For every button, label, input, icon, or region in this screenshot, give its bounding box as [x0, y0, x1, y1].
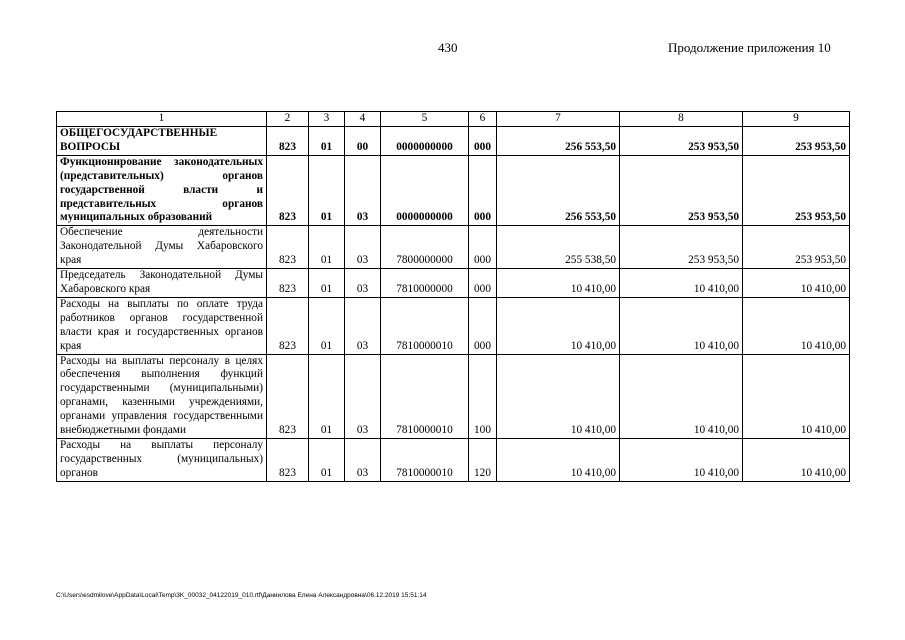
table-row [57, 438, 850, 481]
amount-year1-cell: 10 410,00 [497, 354, 620, 438]
amount-year2-cell: 10 410,00 [620, 297, 743, 354]
section-code-cell: 01 [309, 297, 345, 354]
amount-year3-cell: 10 410,00 [743, 297, 850, 354]
column-number: 8 [620, 112, 743, 127]
table-row [57, 226, 850, 269]
ministry-code-cell: 823 [267, 354, 309, 438]
ministry-code-cell: 823 [267, 226, 309, 269]
column-number: 2 [267, 112, 309, 127]
section-code-cell: 01 [309, 127, 345, 156]
expense-type-cell: 000 [469, 269, 497, 298]
row-name-cell: ОБЩЕГОСУДАРСТВЕННЫЕ ВОПРОСЫ [57, 127, 267, 156]
section-code-cell: 01 [309, 155, 345, 226]
subsection-code-cell: 03 [345, 354, 381, 438]
amount-year1-cell: 10 410,00 [497, 438, 620, 481]
subsection-code-cell: 03 [345, 438, 381, 481]
row-name-cell: Расходы на выплаты по оплате труда работников органов государственной власти края и государственных органов края [57, 297, 267, 354]
amount-year2-cell: 253 953,50 [620, 127, 743, 156]
amount-year3-cell: 253 953,50 [743, 127, 850, 156]
table-row [57, 127, 850, 156]
target-article-cell: 7810000010 [381, 354, 469, 438]
amount-year3-cell: 253 953,50 [743, 155, 850, 226]
section-code-cell: 01 [309, 269, 345, 298]
amount-year2-cell: 10 410,00 [620, 354, 743, 438]
expense-type-cell: 000 [469, 226, 497, 269]
amount-year1-cell: 256 553,50 [497, 127, 620, 156]
expense-type-cell: 100 [469, 354, 497, 438]
target-article-cell: 7810000000 [381, 269, 469, 298]
expense-type-cell: 120 [469, 438, 497, 481]
subsection-code-cell: 03 [345, 297, 381, 354]
row-name-cell: Расходы на выплаты персоналу в целях обеспечения выполнения функций государственными (муниципальными) органами, казенными учреждениями, органами управления государственными внебюджетными фондами [57, 354, 267, 438]
row-name-cell: Функционирование законодательных (представительных) органов государственной власти и представительных органов муниципальных образований [57, 155, 267, 226]
row-name-cell: Расходы на выплаты персоналу государственных (муниципальных) органов [57, 438, 267, 481]
subsection-code-cell: 03 [345, 269, 381, 298]
amount-year2-cell: 10 410,00 [620, 269, 743, 298]
amount-year1-cell: 10 410,00 [497, 269, 620, 298]
column-number: 5 [381, 112, 469, 127]
column-number-row [57, 112, 850, 127]
file-path-footer: C:\Users\esdmilove\AppData\Local\Temp\3K_00032_04122019_010.rtf\Даниилова Елена Александровна\06.12.2019 15:51:14 [56, 592, 427, 599]
target-article-cell: 7810000010 [381, 297, 469, 354]
row-name-cell: Обеспечение деятельности Законодательной Думы Хабаровского края [57, 226, 267, 269]
amount-year3-cell: 10 410,00 [743, 438, 850, 481]
column-number: 4 [345, 112, 381, 127]
amount-year1-cell: 10 410,00 [497, 297, 620, 354]
section-code-cell: 01 [309, 354, 345, 438]
target-article-cell: 0000000000 [381, 155, 469, 226]
ministry-code-cell: 823 [267, 155, 309, 226]
column-number: 3 [309, 112, 345, 127]
column-number: 6 [469, 112, 497, 127]
amount-year3-cell: 10 410,00 [743, 354, 850, 438]
ministry-code-cell: 823 [267, 269, 309, 298]
amount-year3-cell: 10 410,00 [743, 269, 850, 298]
ministry-code-cell: 823 [267, 297, 309, 354]
expense-type-cell: 000 [469, 127, 497, 156]
amount-year3-cell: 253 953,50 [743, 226, 850, 269]
amount-year1-cell: 255 538,50 [497, 226, 620, 269]
ministry-code-cell: 823 [267, 127, 309, 156]
row-name-cell: Председатель Законодательной Думы Хабаровского края [57, 269, 267, 298]
page-number: 430 [438, 40, 458, 55]
section-code-cell: 01 [309, 438, 345, 481]
column-number: 9 [743, 112, 850, 127]
budget-table [56, 111, 850, 482]
table-row [57, 297, 850, 354]
amount-year2-cell: 10 410,00 [620, 438, 743, 481]
target-article-cell: 7800000000 [381, 226, 469, 269]
subsection-code-cell: 03 [345, 155, 381, 226]
amount-year2-cell: 253 953,50 [620, 155, 743, 226]
amount-year1-cell: 256 553,50 [497, 155, 620, 226]
ministry-code-cell: 823 [267, 438, 309, 481]
column-number: 1 [57, 112, 267, 127]
target-article-cell: 0000000000 [381, 127, 469, 156]
amount-year2-cell: 253 953,50 [620, 226, 743, 269]
expense-type-cell: 000 [469, 297, 497, 354]
table-row [57, 354, 850, 438]
subsection-code-cell: 03 [345, 226, 381, 269]
column-number: 7 [497, 112, 620, 127]
table-row [57, 269, 850, 298]
target-article-cell: 7810000010 [381, 438, 469, 481]
table-row [57, 155, 850, 226]
appendix-continuation-label: Продолжение приложения 10 [668, 40, 831, 55]
subsection-code-cell: 00 [345, 127, 381, 156]
section-code-cell: 01 [309, 226, 345, 269]
expense-type-cell: 000 [469, 155, 497, 226]
